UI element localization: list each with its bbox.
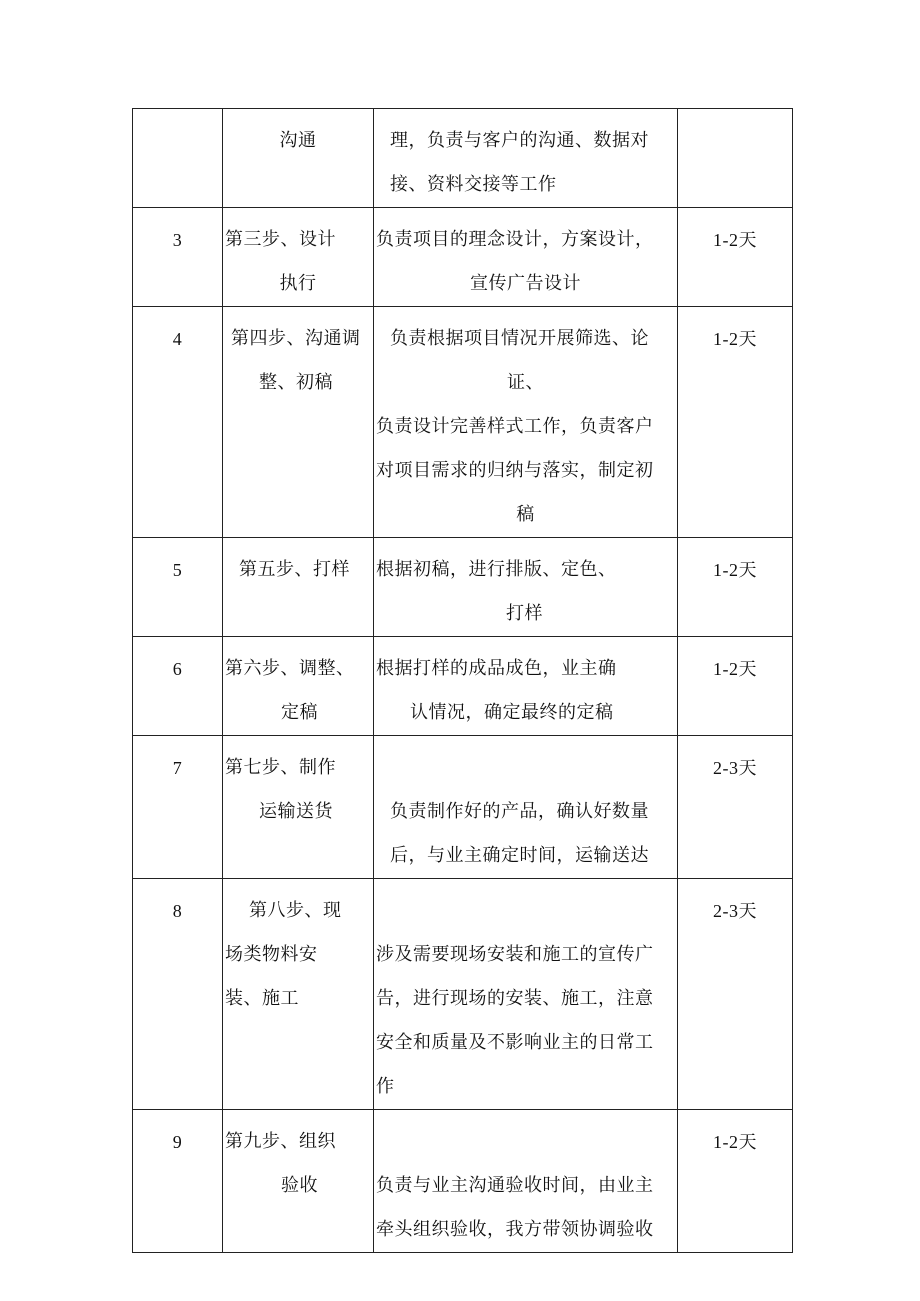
step-name-line: 运输送货 (259, 801, 333, 822)
table-row (133, 538, 793, 637)
step-name-line: 场类物料安 (225, 944, 318, 965)
duration-cell: 1-2天 (678, 1110, 793, 1253)
step-description-cell (374, 637, 678, 736)
step-name-line: 第八步、现 (249, 900, 342, 921)
step-name-line: 整、初稿 (259, 372, 333, 393)
step-name-cell (223, 879, 374, 1110)
description-line: 宣传广告设计 (470, 273, 581, 294)
description-line: 接、资料交接等工作 (390, 174, 557, 195)
step-name-line: 第三步、设计 (225, 229, 336, 250)
step-name-cell (223, 637, 374, 736)
step-name-line: 装、施工 (225, 988, 299, 1009)
step-number-cell: 6 (133, 637, 223, 736)
description-line (376, 746, 675, 790)
step-number-cell: 7 (133, 736, 223, 879)
description-line: 稿 (516, 504, 535, 525)
duration-cell (678, 109, 793, 208)
description-line: 证、 (507, 372, 544, 393)
step-number-cell: 5 (133, 538, 223, 637)
duration-cell: 1-2天 (678, 538, 793, 637)
step-description-cell (374, 879, 678, 1110)
duration-cell: 1-2天 (678, 637, 793, 736)
step-description-cell (374, 109, 678, 208)
description-line: 负责项目的理念设计，方案设计， (376, 229, 654, 250)
description-line: 负责制作好的产品，确认好数量 (390, 801, 649, 822)
description-line: 负责设计完善样式工作，负责客户 (376, 416, 654, 437)
table-row (133, 109, 793, 208)
description-line: 涉及需要现场安装和施工的宣传广 (376, 944, 654, 965)
step-name-line: 第七步、制作 (225, 757, 336, 778)
step-name-line: 执行 (279, 273, 317, 294)
step-number-cell: 9 (133, 1110, 223, 1253)
step-name-cell (223, 208, 374, 307)
workflow-steps-table (132, 108, 793, 1253)
duration-cell: 1-2天 (678, 208, 793, 307)
step-name-line: 第六步、调整、 (225, 658, 355, 679)
table-row (133, 208, 793, 307)
step-number-cell: 8 (133, 879, 223, 1110)
step-name-line: 第五步、打样 (239, 559, 350, 580)
step-name-line: 第九步、组织 (225, 1131, 336, 1152)
step-name-cell (223, 538, 374, 637)
step-name-line: 第四步、沟通调 (231, 328, 361, 349)
description-line: 根据打样的成品成色，业主确 (376, 658, 617, 679)
table-row (133, 637, 793, 736)
step-name-cell (223, 1110, 374, 1253)
description-line: 认情况，确定最终的定稿 (410, 702, 614, 723)
table-row (133, 307, 793, 538)
description-line: 作 (376, 1076, 395, 1097)
step-description-cell (374, 307, 678, 538)
step-description-cell (374, 1110, 678, 1253)
description-line (376, 889, 675, 933)
table-row (133, 736, 793, 879)
description-line: 告，进行现场的安装、施工，注意 (376, 988, 654, 1009)
description-line: 根据初稿，进行排版、定色、 (376, 559, 617, 580)
description-line: 负责根据项目情况开展筛选、论 (390, 328, 649, 349)
step-description-cell (374, 736, 678, 879)
description-line: 安全和质量及不影响业主的日常工 (376, 1032, 654, 1053)
step-number-cell: 3 (133, 208, 223, 307)
step-name-line: 定稿 (281, 702, 318, 723)
step-name-cell (223, 109, 374, 208)
table-row (133, 1110, 793, 1253)
description-line: 负责与业主沟通验收时间，由业主 (376, 1175, 654, 1196)
step-description-cell (374, 208, 678, 307)
description-line: 牵头组织验收，我方带领协调验收 (376, 1219, 654, 1240)
duration-cell: 2-3天 (678, 736, 793, 879)
description-line: 对项目需求的归纳与落实，制定初 (376, 460, 654, 481)
description-line: 打样 (506, 603, 543, 624)
description-line: 理，负责与客户的沟通、数据对 (390, 130, 649, 151)
table-row (133, 879, 793, 1110)
step-number-cell: 4 (133, 307, 223, 538)
duration-cell: 2-3天 (678, 879, 793, 1110)
duration-cell: 1-2天 (678, 307, 793, 538)
step-name-cell (223, 736, 374, 879)
step-number-cell (133, 109, 223, 208)
step-name-line: 沟通 (279, 130, 317, 151)
description-line: 后，与业主确定时间，运输送达 (390, 845, 649, 866)
description-line (376, 1120, 675, 1164)
step-name-cell (223, 307, 374, 538)
step-name-line: 验收 (281, 1175, 318, 1196)
step-description-cell (374, 538, 678, 637)
